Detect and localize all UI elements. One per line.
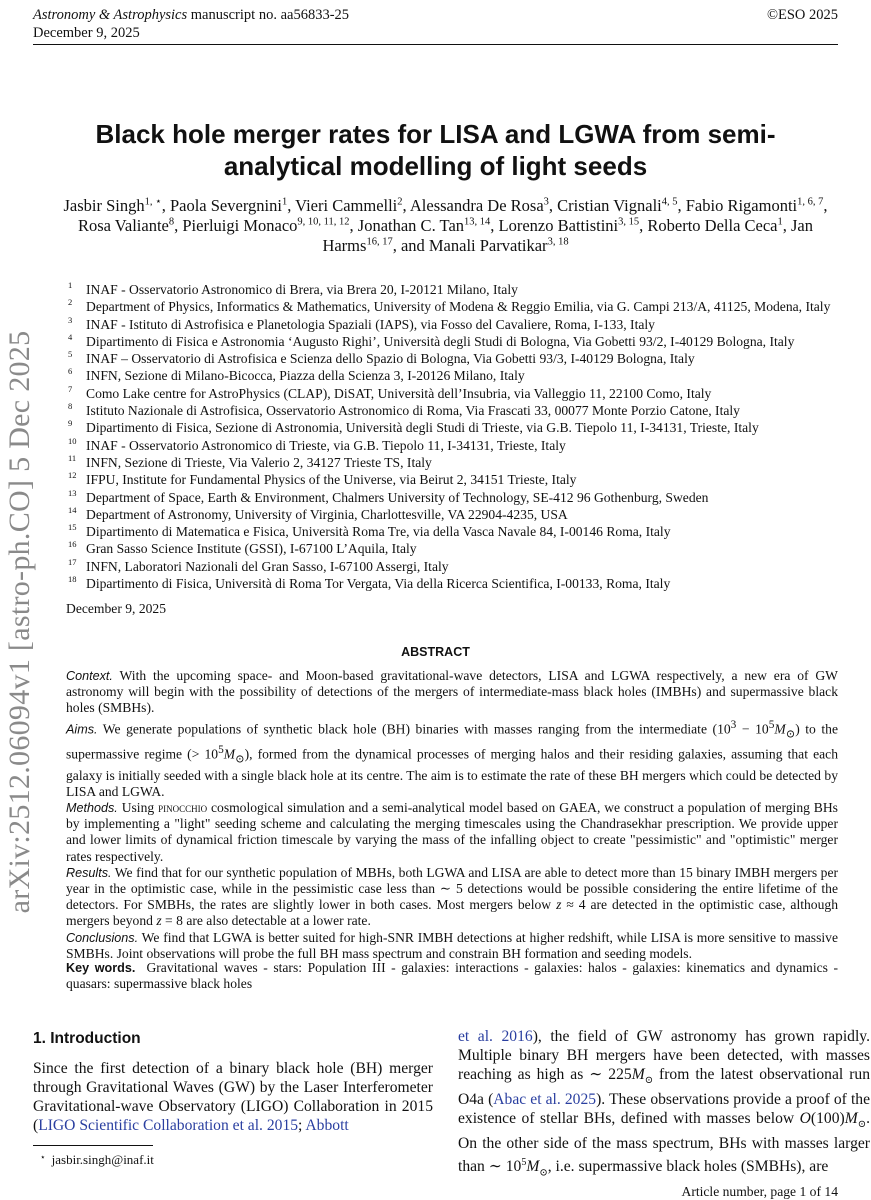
affiliation-item <box>66 523 856 540</box>
context-label: Context. <box>66 669 113 683</box>
author-name: Roberto Della Ceca <box>647 216 778 235</box>
results-label: Results. <box>66 865 112 880</box>
affiliation-text: Dipartimento di Fisica, Sezione di Astronomia, Università degli Studi di Trieste, via G.B. Tiepolo 11, I-34131, Trieste, Italy <box>86 420 759 436</box>
author-affiliation-marks: 3 <box>543 196 549 208</box>
section-heading-introduction: 1. Introduction <box>33 1030 141 1047</box>
affiliation-text: Dipartimento di Matematica e Fisica, Università Roma Tre, via della Vasca Navale 84, I-00146 Roma, Italy <box>86 524 671 540</box>
aims-label: Aims. <box>66 722 98 737</box>
affiliation-number: 14 <box>68 504 77 515</box>
affiliation-number: 10 <box>68 435 77 446</box>
affiliation-item <box>66 558 856 575</box>
affiliation-item <box>66 419 856 436</box>
author-name: Manali Parvatikar <box>428 236 548 255</box>
affiliation-text: Department of Space, Earth & Environment, Chalmers University of Technology, SE-412 96 Gothenburg, Sweden <box>86 489 709 505</box>
affiliation-text: IFPU, Institute for Fundamental Physics of the Universe, via Beirut 2, 34151 Trieste, Italy <box>86 472 577 488</box>
code-name: pinocchio <box>158 800 208 815</box>
footnote <box>40 1152 154 1168</box>
affiliation-number: 3 <box>68 314 73 325</box>
author-affiliation-marks: 4, 5 <box>661 196 678 208</box>
abstract-methods: Methods. Using pinocchio cosmological simulation and a semi-analytical model based on GAEA, we construct a population of merging BHs by implementing a "light" seeding scheme and calculating the merging timescales using the Chandrasekhar prescription. We provide upper and lower limits of dynamical friction timescale by varying the mass of the infalling object to create "pessimistic" and "optimistic" merger rates respectively. <box>66 799 838 864</box>
author-name: Jan Harms <box>322 216 814 255</box>
affiliation-number: 16 <box>68 539 77 550</box>
affiliation-text: INFN, Laboratori Nazionali del Gran Sasso, I-67100 Assergi, Italy <box>86 558 449 574</box>
affiliation-number: 11 <box>68 452 77 463</box>
affiliation-item <box>66 298 856 315</box>
abstract-body <box>66 668 838 962</box>
author-name: Alessandra De Rosa <box>409 196 544 215</box>
citation-link[interactable]: Abac et al. 2025 <box>493 1091 597 1109</box>
author-affiliation-marks: 1, ⋆ <box>144 196 162 208</box>
abstract-context: Context. With the upcoming space- and Moon-based gravitational-wave detectors, LISA and LGWA respectively, a new era of GW astronomy will begin with the possibility of detections of the mergers of intermediate-mass black holes (IMBHs) and supermassive black holes (SMBHs). <box>66 668 839 716</box>
author-name: Rosa Valiante <box>77 216 169 235</box>
affiliation-number: 4 <box>68 331 73 342</box>
running-header-left <box>33 6 349 24</box>
header-rule <box>33 44 838 45</box>
author-affiliation-marks: 1, 6, 7 <box>797 196 824 208</box>
affiliation-number: 18 <box>68 574 77 585</box>
affiliation-item <box>66 281 856 298</box>
affiliation-number: 8 <box>68 401 73 412</box>
paper-title: Black hole merger rates for LISA and LGWA from semi-analytical modelling of light seeds <box>95 119 776 181</box>
received-date: December 9, 2025 <box>66 601 167 616</box>
affiliation-item <box>66 489 856 506</box>
affiliation-item <box>66 540 856 557</box>
affiliation-item <box>66 385 856 402</box>
affiliation-text: INAF - Istituto di Astrofisica e Planetologia Spaziali (IAPS), via Fosso del Cavaliere, Roma, I-133, Italy <box>86 316 655 332</box>
author-affiliation-marks: 3, 15 <box>618 216 640 228</box>
author-affiliation-marks: 2 <box>397 196 403 208</box>
author-affiliation-marks: 8 <box>168 216 175 228</box>
footnote-rule <box>33 1145 153 1146</box>
author-name: Pierluigi Monaco <box>182 216 298 235</box>
affiliation-text: Gran Sasso Science Institute (GSSI), I-67100 L’Aquila, Italy <box>86 541 417 557</box>
affiliation-text: Department of Astronomy, University of Virginia, Charlottesville, VA 22904-4235, USA <box>86 506 568 522</box>
affiliation-item <box>66 471 856 488</box>
author-name: Vieri Cammelli <box>295 196 398 215</box>
copyright: ©ESO 2025 <box>766 7 838 23</box>
citation-link[interactable]: LIGO Scientific Collaboration et al. 2015 <box>38 1117 299 1134</box>
arxiv-sidebar <box>0 0 40 1200</box>
affiliation-text: INAF – Osservatorio di Astrofisica e Scienza dello Spazio di Bologna, Via Gobetti 93/3, I-40129 Bologna, Italy <box>86 351 695 367</box>
affiliation-item <box>66 506 856 523</box>
affiliation-item <box>66 333 856 350</box>
affiliation-text: INAF - Osservatorio Astronomico di Brera, via Brera 20, I-20121 Milano, Italy <box>86 282 518 297</box>
header-date: December 9, 2025 <box>33 25 140 41</box>
page-footer: Article number, page 1 of 14 <box>681 1184 838 1199</box>
affiliation-item <box>66 402 856 419</box>
author-affiliation-marks: 1 <box>777 216 783 228</box>
keywords-text: Gravitational waves - stars: Population III - galaxies: interactions - galaxies: halos - galaxies: kinematics and dynamics - quasars: supermassive black holes <box>66 960 839 992</box>
arxiv-identifier: arXiv:2512.06094v1 [astro-ph.CO] 5 Dec 2025 <box>3 330 36 914</box>
corresponding-email[interactable]: jasbir.singh@inaf.it <box>51 1152 154 1167</box>
affiliation-number: 13 <box>68 487 77 498</box>
affiliation-number: 15 <box>68 522 77 533</box>
footnote-mark: ⋆ <box>40 1152 46 1162</box>
author-affiliation-marks: 9, 10, 11, 12 <box>297 216 350 228</box>
affiliation-number: 6 <box>68 366 73 377</box>
affiliation-number: 2 <box>68 297 73 308</box>
author-name: Jonathan C. Tan <box>357 216 465 235</box>
author-name: Fabio Rigamonti <box>685 196 798 215</box>
affiliation-number: 7 <box>68 383 73 394</box>
affiliation-list <box>66 281 856 592</box>
keywords <box>66 960 838 992</box>
citation-link[interactable]: et al. 2016 <box>458 1028 533 1045</box>
intro-right-column: et al. 2016), the field of GW astronomy has grown rapidly. Multiple binary BH mergers have been detected, with masses reaching as high as ∼ $225M_⊙$ from the latest observational run O4a (Abac et al. 2025). These observations provide a proof of the existence of stellar BHs, defined with masses below $O(100)M_⊙$. On the other side of the mass spectrum, BHs with masses larger than ∼ $10^5M_⊙$, i.e. supermassive black holes (SMBHs), are <box>458 1028 870 1179</box>
affiliation-number: 17 <box>68 556 77 567</box>
affiliation-text: INFN, Sezione di Trieste, Via Valerio 2, 34127 Trieste TS, Italy <box>86 454 432 470</box>
journal-name: Astronomy & Astrophysics <box>33 7 188 23</box>
intro-left-column: Since the first detection of a binary black hole (BH) merger through Gravitational Waves (GW) by the Laser Interferometer Gravitational-wave Observatory (LIGO) Collaboration in 2015 (LIGO Scientific Collaboration et al. 2015; Abbott <box>33 1060 433 1134</box>
affiliation-item <box>66 367 856 384</box>
author-name: Lorenzo Battistini <box>498 216 619 235</box>
author-affiliation-marks: 1 <box>281 196 288 208</box>
author-affiliation-marks: 16, 17 <box>366 236 393 248</box>
author-affiliation-marks: 13, 14 <box>464 216 491 228</box>
affiliation-text: Istituto Nazionale di Astrofisica, Osservatorio Astronomico di Roma, Via Frascati 33, 00077 Monte Porzio Catone, Italy <box>86 403 740 419</box>
citation-link[interactable]: Abbott <box>305 1117 349 1134</box>
affiliation-item <box>66 316 856 333</box>
abstract-results: Results. We find that for our synthetic population of MBHs, both LGWA and LISA are able to detect more than 15 binary IMBH mergers per year in the optimistic case, while in the pessimistic case less than ∼ 5 detections would be possible considering the entire lifetime of the detectors. For SMBHs, the rates are slightly lower in both cases. Most mergers below z ≈ 4 are detected in the optimistic case, although mergers beyond z = 8 are also detectable at a lower rate. <box>66 864 839 929</box>
affiliation-text: INFN, Sezione di Milano-Bicocca, Piazza della Scienza 3, I-20126 Milano, Italy <box>86 368 525 384</box>
affiliation-text: Department of Physics, Informatics & Mathematics, University of Modena & Reggio Emilia, via G. Campi 213/A, 41125, Modena, Italy <box>86 299 831 315</box>
author-name: Jasbir Singh <box>63 196 145 215</box>
affiliation-number: 1 <box>68 280 73 290</box>
affiliation-number: 5 <box>68 349 73 360</box>
affiliation-text: Dipartimento di Fisica, Università di Roma Tor Vergata, Via della Ricerca Scientifica, I-00133, Roma, Italy <box>86 576 671 592</box>
abstract-heading: ABSTRACT <box>401 645 470 659</box>
affiliation-number: 12 <box>68 470 77 481</box>
keywords-label: Key words. <box>66 961 136 975</box>
conclusions-label: Conclusions. <box>66 930 139 945</box>
author-name: Paola Severgnini <box>169 196 282 215</box>
author-list: Jasbir Singh$^{1, ⋆}$, Paola Severgnini$^1$, Vieri Cammelli$^2$, Alessandra De Rosa$^3$, Cristian Vignali$^{4, 5}$, Fabio Rigamonti$^{1, 6, 7}$, Rosa Valiante$^8$, Pierluigi Monaco$^{9, 10, 11, 12}$, Jonathan C. Tan$^{13, 14}$, Lorenzo Battistini$^{3, 15}$, Roberto Della Ceca$^1$, Jan Harms$^{16, 17}$, and Manali Parvatikar$^{3, 18}$ <box>63 196 828 255</box>
affiliation-text: INAF - Osservatorio Astronomico di Trieste, via G.B. Tiepolo 11, I-34131, Trieste, Italy <box>86 437 566 453</box>
abstract-aims: Aims. We generate populations of synthetic black hole (BH) binaries with masses ranging from the intermediate $(10^3 - 10^5M_⊙)$ to the supermassive regime (> $10^5M_⊙$), formed from the dynamical processes of merging halos and their residing galaxies, assuming that each galaxy is initially seeded with a single black hole at its centre. The aim is to estimate the rate of these BH mergers which could be detected by LISA and LGWA. <box>66 718 838 799</box>
affiliation-item <box>66 575 856 592</box>
affiliation-text: Dipartimento di Fisica e Astronomia ‘Augusto Righi’, Università degli Studi di Bologna, Via Gobetti 93/2, I-40129 Bologna, Italy <box>86 333 795 349</box>
author-name: Cristian Vignali <box>557 196 662 215</box>
affiliation-text: Como Lake centre for AstroPhysics (CLAP), DiSAT, Università dell’Insubria, via Valleggio 11, 22100 Como, Italy <box>86 385 712 401</box>
affiliation-item <box>66 437 856 454</box>
affiliation-item <box>66 350 856 367</box>
manuscript-number: manuscript no. aa56833-25 <box>190 7 350 23</box>
methods-label: Methods. <box>66 800 118 815</box>
affiliation-item <box>66 454 856 471</box>
abstract-conclusions: Conclusions. We find that LGWA is better suited for high-SNR IMBH detections at higher redshift, while LISA is more sensitive to massive SMBHs. Joint observations will probe the full BH mass spectrum and constrain BH formation and seeding models. <box>66 929 838 961</box>
author-affiliation-marks: 3, 18 <box>547 236 569 248</box>
affiliation-number: 9 <box>68 418 73 429</box>
